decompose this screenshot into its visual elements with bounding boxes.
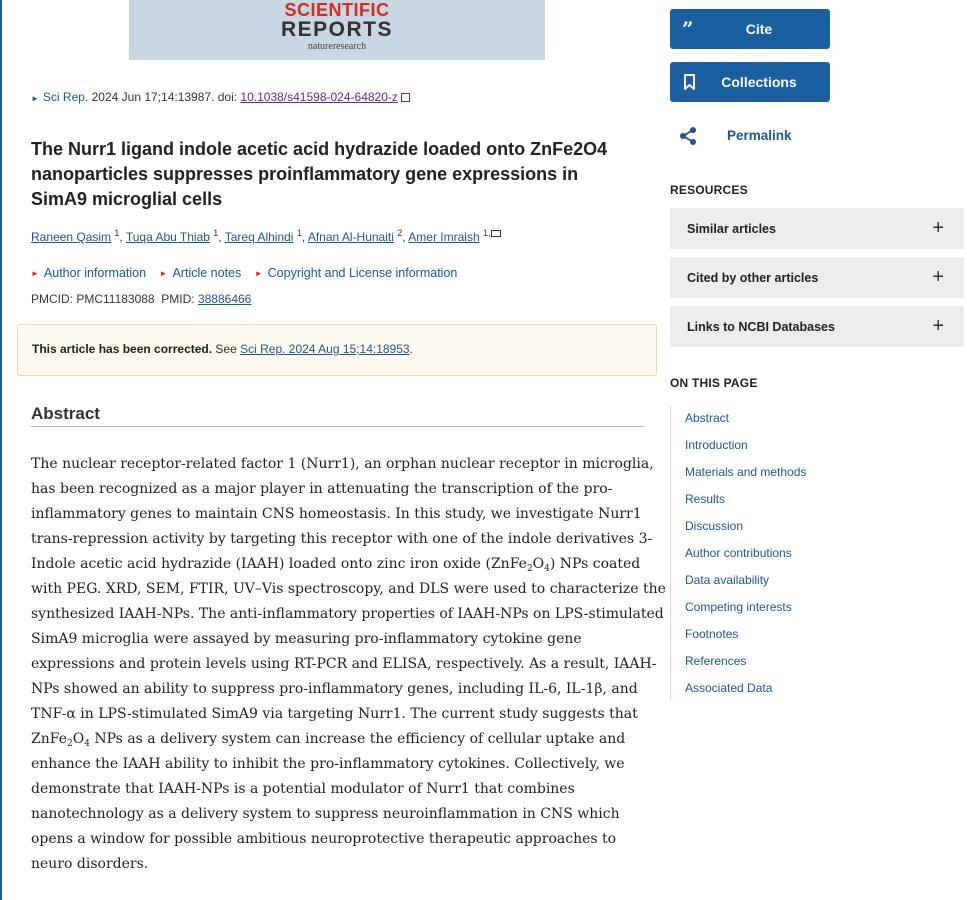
toc-introduction[interactable]: Introduction [685, 438, 748, 452]
toc-associated-data[interactable]: Associated Data [685, 681, 773, 695]
plus-icon: + [932, 315, 944, 337]
toc-competing-interests[interactable]: Competing interests [685, 600, 792, 614]
article-notes-toggle[interactable]: ► Article notes [159, 266, 242, 280]
permalink-label: Permalink [727, 128, 792, 143]
article-title: The Nurr1 ligand indole acetic acid hydrazide loaded onto ZnFe2O4 nanoparticles suppresses proinflammatory gene expressions in SimA9 microglial cells [31, 139, 608, 209]
quote-icon: ” [682, 17, 694, 41]
resources-heading: RESOURCES [670, 183, 748, 197]
doi-link[interactable]: 10.1038/s41598-024-64820-z [240, 90, 398, 104]
copyright-toggle[interactable]: ► Copyright and License information [254, 266, 458, 280]
share-icon [678, 126, 698, 146]
toc-results[interactable]: Results [685, 492, 726, 506]
author-affiliation: 2 [397, 228, 403, 238]
abstract-heading: Abstract [31, 404, 644, 427]
pmid-link[interactable]: 38886466 [197, 292, 252, 306]
collections-label: Collections [721, 74, 797, 90]
on-this-page-nav [670, 406, 807, 700]
author-list: Raneen Qasim $^1$, Tuqa Abu Thiab $^1$, Tareq Alhindi $^1$, Afnan Al-Hunaiti $^2$, Amer Imraish $^{1,}$ [31, 228, 501, 244]
on-this-page-heading: ON THIS PAGE [670, 376, 758, 390]
article-info-links [31, 266, 467, 280]
abstract-text: The nuclear receptor-related factor 1 (Nurr1), an orphan nuclear receptor in microglia, has been recognized as a major player in attenuating the transcription of the pro- inflammatory genes to maintain CNS homeostasis. In this study, we investigate Nurr1 trans-repression activity by targeting this receptor with one of the indole derivatives 3- Indole acetic acid hydrazide (IAAH) loaded onto zinc iron oxide $(ZnFe_2O_4)$ NPs coated with PEG. XRD, SEM, FTIR, UV–Vis spectroscopy, and DLS were used to characterize the synthesized IAAH-NPs. The anti-inflammatory properties of IAAH-NPs on LPS-stimulated SimA9 microglia were assayed by measuring pro-inflammatory cytokine gene expressions and protein levels using RT-PCR and ELISA, respectively. As a result, IAAH- NPs showed an ability to suppress pro-inflammatory genes, including IL-6, IL-1β, and TNF-α in LPS-stimulated SimA9 via targeting Nurr1. The current study suggests that $ZnFe_2O_4$ NPs as a delivery system can increase the efficiency of cellular uptake and enhance the IAAH ability to inhibit the pro-inflammatory cytokines. Collectively, we demonstrate that IAAH-NPs is a potential modulator of Nurr1 that combines nanotechnology as a delivery system to suppress neuroinflammation in CNS which opens a window for possible ambitious neuroprotective therapeutic approaches to neuro disorders. [31, 456, 666, 872]
banner-reports: REPORTS [280, 18, 393, 41]
permalink-button[interactable] [670, 124, 830, 148]
plus-icon: + [932, 217, 944, 239]
expand-triangle-icon: ► [254, 269, 263, 278]
expand-triangle-icon: ► [159, 269, 168, 278]
collections-button[interactable] [670, 62, 830, 102]
author-affiliation: 1 [114, 228, 120, 238]
toc-abstract[interactable]: Abstract [685, 411, 730, 425]
expand-triangle-icon: ► [31, 269, 39, 278]
journal-link[interactable]: Sci Rep [42, 90, 85, 104]
correction-link[interactable]: Sci Rep. 2024 Aug 15;14:18953 [240, 342, 410, 356]
toc-references[interactable]: References [685, 654, 747, 668]
author-link[interactable]: Afnan Al-Hunaiti [307, 230, 394, 244]
toc-materials-methods[interactable]: Materials and methods [685, 465, 807, 479]
pmid-label: PMID: [161, 292, 198, 306]
mail-icon[interactable] [491, 230, 501, 237]
ncbi-links-accordion[interactable]: Links to NCBI Databases + [670, 306, 964, 347]
similar-articles-accordion[interactable]: Similar articles + [670, 208, 964, 249]
expand-triangle-icon[interactable]: ► [31, 94, 39, 103]
correction-notice: This article has been corrected. See Sci Rep. 2024 Aug 15;14:18953. [17, 324, 657, 376]
author-link[interactable]: Tuqa Abu Thiab [125, 230, 210, 244]
author-affiliation: 1 [296, 228, 302, 238]
citation-line [31, 90, 410, 104]
correction-bold: This article has been corrected. [32, 342, 213, 356]
left-border [0, 0, 2, 900]
citation-date: . 2024 Jun 17;14:13987. doi: [84, 90, 241, 104]
plus-icon: + [932, 266, 944, 288]
banner-publisher: natureresearch [307, 41, 367, 52]
toc-footnotes[interactable]: Footnotes [685, 627, 739, 641]
author-link[interactable]: Raneen Qasim [31, 230, 112, 244]
external-link-icon [401, 93, 410, 102]
banner-scientific: SCIENTIFIC [284, 0, 390, 20]
author-link[interactable]: Amer Imraish [408, 230, 480, 244]
toc-discussion[interactable]: Discussion [685, 519, 744, 533]
toc-author-contributions[interactable]: Author contributions [685, 546, 792, 560]
cite-label: Cite [745, 21, 773, 37]
journal-banner[interactable] [129, 0, 545, 60]
author-affiliation: 1, [482, 228, 491, 238]
cite-button[interactable] [670, 9, 830, 49]
author-information-toggle[interactable]: ► Author information [31, 266, 147, 280]
toc-data-availability[interactable]: Data availability [685, 573, 770, 587]
cited-by-accordion[interactable]: Cited by other articles + [670, 257, 964, 298]
bookmark-icon [682, 74, 698, 90]
pmcid: PMCID: PMC11183088 [31, 292, 155, 306]
author-affiliation: 1 [213, 228, 219, 238]
author-link[interactable]: Tareq Alhindi [224, 230, 294, 244]
article-ids [31, 292, 251, 306]
